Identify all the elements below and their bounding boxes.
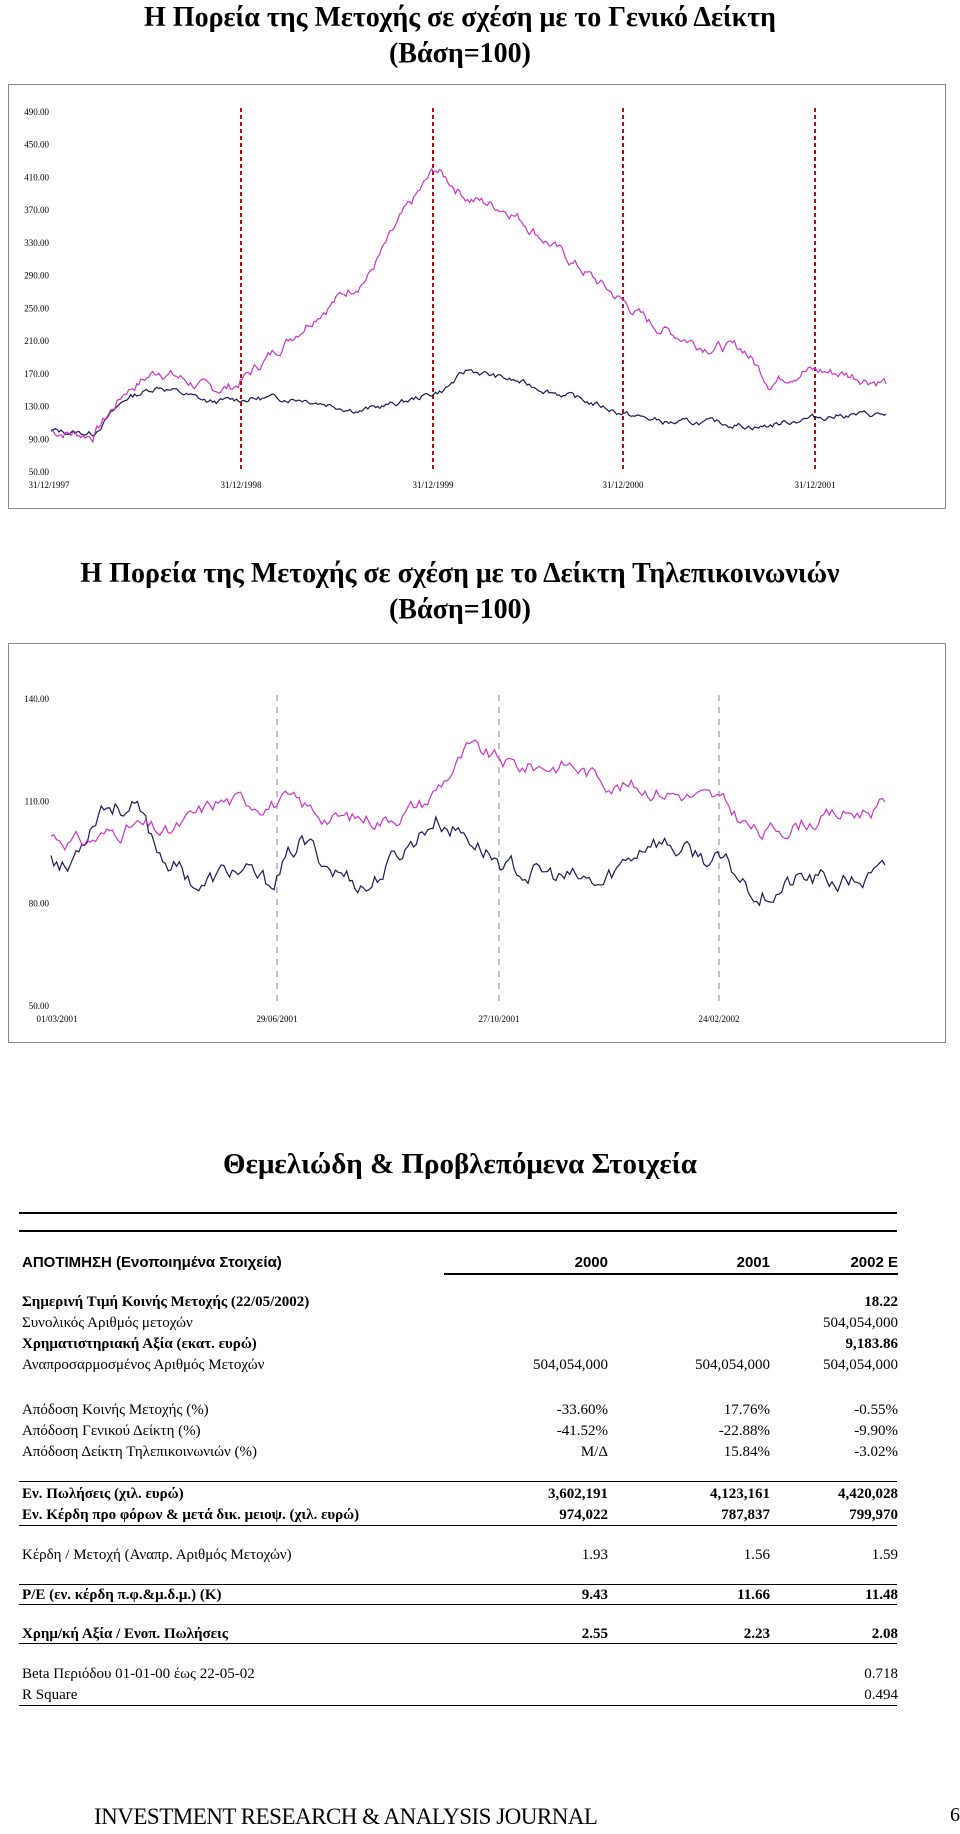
row-label: Απόδοση Κοινής Μετοχής (%) bbox=[22, 1402, 209, 1418]
y-tick-label: 370.00 bbox=[24, 205, 49, 216]
cell-2000: 1.93 bbox=[581, 1547, 608, 1563]
cell-2002e: 0.718 bbox=[864, 1666, 898, 1682]
x-tick-label: 31/12/1998 bbox=[220, 480, 262, 490]
fundamentals-title: Θεμελιώδη & Προβλεπόμενα Στοιχεία bbox=[223, 1148, 697, 1180]
cell-2002e: 799,970 bbox=[849, 1507, 898, 1523]
y-tick-label: 250.00 bbox=[24, 303, 49, 314]
cell-2000: 974,022 bbox=[559, 1507, 608, 1523]
cell-2002e: -0.55% bbox=[854, 1402, 898, 1418]
sep-profit bbox=[19, 1525, 897, 1526]
chart1-title-line1: Η Πορεία της Μετοχής σε σχέση με το Γενικό Δείκτη bbox=[144, 2, 776, 33]
y-tick-label: 170.00 bbox=[24, 368, 49, 379]
row-label: Απόδοση Γενικού Δείκτη (%) bbox=[22, 1423, 201, 1439]
cell-2002e: 11.48 bbox=[865, 1587, 898, 1603]
x-tick-label: 31/12/1999 bbox=[412, 480, 454, 490]
cell-2002e: 504,054,000 bbox=[823, 1315, 898, 1331]
y-tick-label: 110.00 bbox=[24, 796, 49, 807]
sep-pe bbox=[19, 1584, 897, 1585]
table-row bbox=[20, 1685, 900, 1705]
chart2-title-line2: (Βάση=100) bbox=[388, 594, 532, 625]
cell-2001: 504,054,000 bbox=[695, 1357, 770, 1373]
y-tick-label: 50.00 bbox=[28, 467, 49, 477]
y-tick-label: 330.00 bbox=[24, 237, 49, 248]
sep-pe-bottom bbox=[19, 1604, 897, 1605]
index-series-line bbox=[51, 802, 885, 906]
table-row bbox=[20, 1664, 900, 1684]
cell-2000: Μ/Δ bbox=[580, 1444, 608, 1460]
chart1-plot bbox=[9, 85, 945, 508]
table-row bbox=[20, 1624, 900, 1644]
table-row bbox=[20, 1545, 900, 1565]
top-rule-1 bbox=[19, 1212, 897, 1214]
chart2-plot bbox=[9, 644, 945, 1042]
table-row bbox=[20, 1442, 900, 1462]
row-label: Αναπροσαρμοσμένος Αριθμός Μετοχών bbox=[22, 1357, 265, 1373]
y-tick-label: 290.00 bbox=[24, 270, 49, 281]
cell-2002e: 2.08 bbox=[871, 1626, 898, 1642]
cell-2002e: 9,183.86 bbox=[845, 1336, 898, 1352]
row-label: Εν. Κέρδη προ φόρων & μετά δικ. μειοψ. (χιλ. ευρώ) bbox=[22, 1507, 360, 1523]
header-label: ΑΠΟΤΙΜΗΣΗ (Ενοποιημένα Στοιχεία) bbox=[22, 1254, 282, 1271]
y-tick-label: 210.00 bbox=[24, 336, 49, 347]
x-tick-label: 31/12/2000 bbox=[602, 480, 644, 490]
row-label: Εν. Πωλήσεις (χιλ. ευρώ) bbox=[22, 1486, 184, 1502]
chart1-title-line2: (Βάση=100) bbox=[388, 38, 532, 69]
cell-2000: 3,602,191 bbox=[548, 1486, 608, 1502]
row-label: R Square bbox=[22, 1687, 78, 1703]
x-tick-label: 27/10/2001 bbox=[478, 1014, 520, 1024]
cell-2002e: 504,054,000 bbox=[823, 1357, 898, 1373]
x-tick-label: 01/03/2001 bbox=[36, 1014, 78, 1024]
cell-2001: -22.88% bbox=[718, 1423, 770, 1439]
table-row bbox=[20, 1585, 900, 1605]
y-tick-label: 50.00 bbox=[28, 1001, 49, 1011]
cell-2001: 1.56 bbox=[743, 1547, 770, 1563]
table-row bbox=[20, 1334, 900, 1354]
header-year-2001: 2001 bbox=[736, 1254, 770, 1271]
table-row bbox=[20, 1421, 900, 1441]
table-row bbox=[20, 1505, 900, 1525]
stock-series-line bbox=[51, 169, 886, 442]
row-label: Χρηματιστηριακή Αξία (εκατ. ευρώ) bbox=[22, 1336, 257, 1352]
cell-2000: 504,054,000 bbox=[533, 1357, 608, 1373]
y-tick-label: 130.00 bbox=[24, 401, 49, 412]
y-tick-label: 140.00 bbox=[24, 694, 49, 704]
chart1-frame bbox=[8, 84, 946, 509]
cell-2001: 15.84% bbox=[723, 1444, 770, 1460]
cell-2002e: 0.494 bbox=[864, 1687, 898, 1703]
row-label: Beta Περιόδου 01-01-00 έως 22-05-02 bbox=[22, 1666, 255, 1682]
top-rule-2 bbox=[19, 1230, 897, 1232]
cell-2002e: -3.02% bbox=[854, 1444, 898, 1460]
chart1-title bbox=[0, 0, 920, 72]
cell-2000: -41.52% bbox=[556, 1423, 608, 1439]
x-tick-label: 31/12/2001 bbox=[794, 480, 836, 490]
chart2-title-line1: Η Πορεία της Μετοχής σε σχέση με το Δείκτη Τηλεπικοινωνιών bbox=[80, 558, 840, 589]
cell-2000: -33.60% bbox=[556, 1402, 608, 1418]
cell-2001: 17.76% bbox=[723, 1402, 770, 1418]
cell-2002e: 4,420,028 bbox=[838, 1486, 898, 1502]
page-number: 6 bbox=[950, 1804, 960, 1826]
sep-ps bbox=[19, 1643, 897, 1644]
y-tick-label: 450.00 bbox=[24, 139, 49, 150]
row-label: Συνολικός Αριθμός μετοχών bbox=[22, 1315, 193, 1331]
cell-2002e: 18.22 bbox=[864, 1294, 898, 1310]
table-row bbox=[20, 1400, 900, 1420]
x-tick-label: 29/06/2001 bbox=[256, 1014, 298, 1024]
index-series-line bbox=[51, 370, 886, 436]
y-tick-label: 490.00 bbox=[24, 107, 49, 117]
chart2-frame bbox=[8, 643, 946, 1043]
sep-sales bbox=[19, 1481, 897, 1482]
header-underline bbox=[444, 1273, 898, 1275]
cell-2000: 2.55 bbox=[581, 1626, 608, 1642]
y-tick-label: 90.00 bbox=[28, 434, 49, 445]
cell-2001: 2.23 bbox=[743, 1626, 770, 1642]
cell-2001: 4,123,161 bbox=[710, 1486, 770, 1502]
x-tick-label: 31/12/1997 bbox=[28, 480, 70, 490]
row-label: Κέρδη / Μετοχή (Αναπρ. Αριθμός Μετοχών) bbox=[22, 1547, 292, 1563]
cell-2002e: -9.90% bbox=[854, 1423, 898, 1439]
chart2-title bbox=[0, 556, 920, 628]
header-year-2002e: 2002 E bbox=[850, 1254, 898, 1271]
y-tick-label: 80.00 bbox=[28, 898, 49, 909]
row-label: Απόδοση Δείκτη Τηλεπικοινωνιών (%) bbox=[22, 1444, 257, 1460]
cell-2001: 787,837 bbox=[721, 1507, 770, 1523]
table-row bbox=[20, 1355, 900, 1375]
y-tick-label: 410.00 bbox=[24, 172, 49, 183]
row-label: P/E (εν. κέρδη π.φ.&μ.δ.μ.) (Κ) bbox=[22, 1587, 222, 1603]
row-label: Χρημ/κή Αξία / Ενοπ. Πωλήσεις bbox=[22, 1626, 229, 1642]
stock-series-line bbox=[51, 740, 885, 850]
cell-2000: 9.43 bbox=[581, 1587, 608, 1603]
table-row bbox=[20, 1484, 900, 1504]
cell-2001: 11.66 bbox=[737, 1587, 770, 1603]
journal-footer: INVESTMENT RESEARCH & ANALYSIS JOURNAL bbox=[94, 1804, 598, 1829]
x-tick-label: 24/02/2002 bbox=[698, 1014, 740, 1024]
row-label: Σημερινή Τιμή Κοινής Μετοχής (22/05/2002) bbox=[22, 1294, 310, 1310]
bottom-rule bbox=[19, 1705, 897, 1706]
table-row bbox=[20, 1313, 900, 1333]
table-row bbox=[20, 1292, 900, 1312]
cell-2002e: 1.59 bbox=[871, 1547, 898, 1563]
header-year-2000: 2000 bbox=[574, 1254, 608, 1271]
